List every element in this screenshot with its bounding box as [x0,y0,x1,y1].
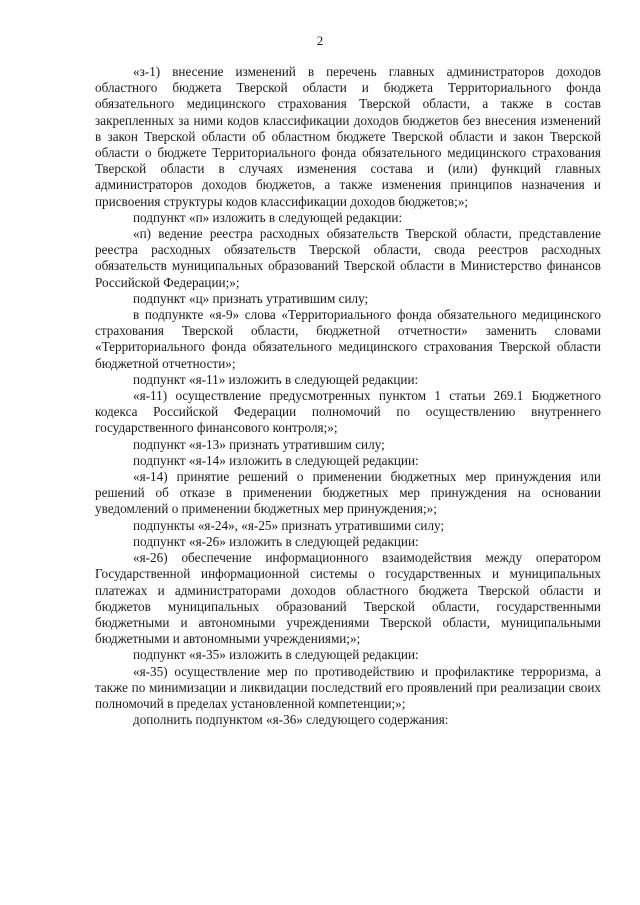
paragraph-ya14: «я-14) принятие решений о применении бюджетных мер принуждения или решений об отказе в применении бюджетных мер принуждения на основании уведомлений о применении бюджетных мер принуждения;»; [95,469,601,517]
paragraph-z1: «з-1) внесение изменений в перечень главных администраторов доходов областного бюджета Тверской области и бюджета Территориального фонда обязательного медицинского страхования Тверской области, а также в состав закрепленных за ними кодов классификации доходов бюджетов без внесения изменений в закон Тверской области об областном бюджете Тверской области и закон Тверской области о бюджете Территориального фонда обязательного медицинского страхования Тверской области в случаях изменения состава и (или) функций главных администраторов доходов бюджетов, а также изменения принципов назначения и присвоения структуры кодов классификации доходов бюджетов;»; [95,64,601,209]
paragraph-ya35: «я-35) осуществление мер по противодействию и профилактике терроризма, а также по минимизации и ликвидации последствий его проявлений при реализации своих полномочий в пределах установленной компетенции;»; [95,663,601,711]
paragraph-ya9: в подпункте «я-9» слова «Территориального фонда обязательного медицинского страхования Тверской области, бюджетной отчетности» заменить словами «Территориального фонда обязательного медицинского страхования Тверской области бюджетной отчетности»; [95,307,601,371]
paragraph-ya35-intro: подпункт «я-35» изложить в следующей редакции: [133,647,419,663]
paragraph-ya13: подпункт «я-13» признать утратившим силу; [133,436,385,452]
page-number: 2 [316,33,324,48]
paragraph-ya24-ya25: подпункты «я-24», «я-25» признать утратившими силу; [133,517,445,533]
paragraph-subpoint-p: «п) ведение реестра расходных обязательств Тверской области, представление реестра расходных обязательств Тверской области, свода реестров расходных обязательств муниципальных образований Тверской области в Министерство финансов Российской Федерации;»; [95,226,601,290]
document-body [95,64,601,728]
paragraph-subpoint-p-intro: подпункт «п» изложить в следующей редакции: [133,209,403,225]
paragraph-ya14-intro: подпункт «я-14» изложить в следующей редакции: [133,452,419,468]
paragraph-ya36-intro: дополнить подпунктом «я-36» следующего содержания: [133,712,449,728]
paragraph-ya26-intro: подпункт «я-26» изложить в следующей редакции: [133,533,419,549]
paragraph-subpoint-ts: подпункт «ц» признать утратившим силу; [133,290,369,306]
paragraph-ya26: «я-26) обеспечение информационного взаимодействия между оператором Государственной информационной системы о государственных и муниципальных платежах и администраторами доходов областного бюджета Тверской области и бюджетов муниципальных образований Тверской области, государственными бюджетными и автономными учреждениями Тверской области, муниципальными бюджетными и автономными учреждениями;»; [95,550,601,647]
paragraph-ya11-intro: подпункт «я-11» изложить в следующей редакции: [133,371,419,387]
paragraph-ya11: «я-11) осуществление предусмотренных пунктом 1 статьи 269.1 Бюджетного кодекса Российской Федерации полномочий по осуществлению внутреннего государственного финансового контроля;»; [95,388,601,436]
